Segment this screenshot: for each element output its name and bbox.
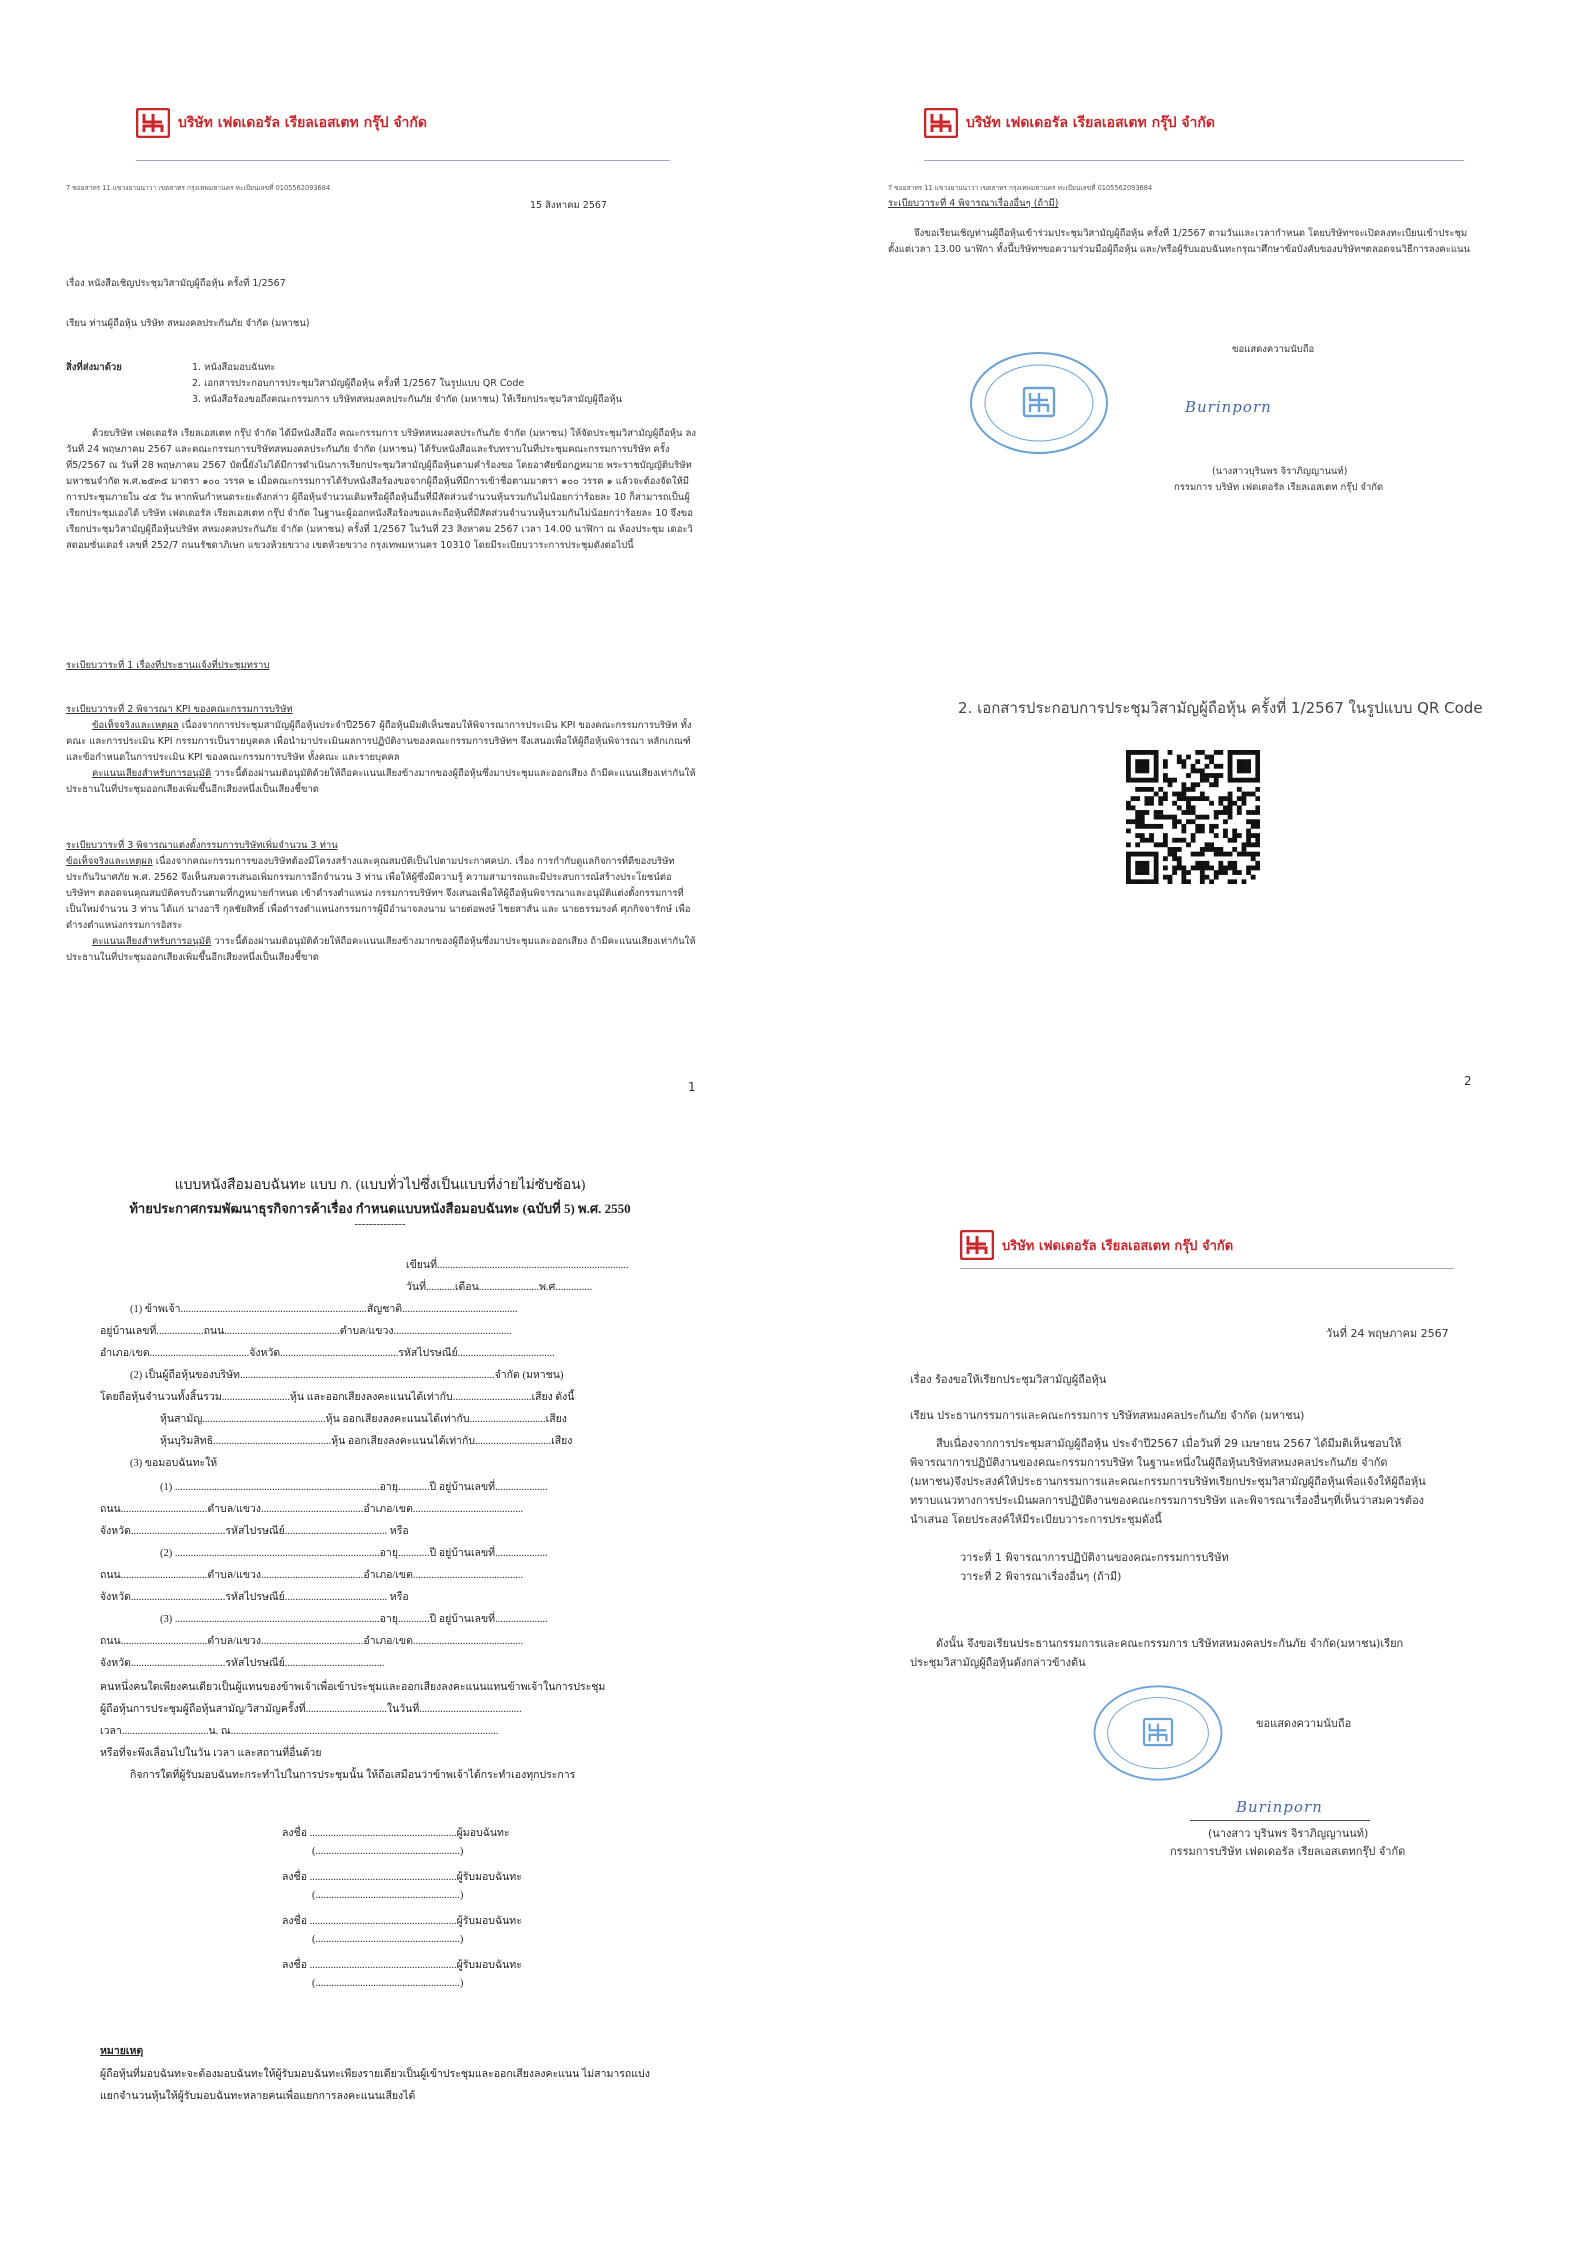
agenda-2-title: ระเบียบวาระที่ 2 พิจารณา KPI ของคณะกรรมการบริษัท (66, 704, 293, 715)
signature-name-line[interactable]: (.......................................................) (312, 1978, 464, 1989)
signature-line[interactable]: ลงชื่อ ........................................................ผู้รับมอบฉันทะ (282, 1872, 522, 1883)
agenda-2-text: เนื่องจากการประชุมสามัญผู้ถือหุ้นประจำปี2567 ผู้ถือหุ้นมีมติเห็นชอบให้พิจารณาการประเมิน KPI ของคณะกรรมการบริษัท ทั้งคณะ และการประเมิน KPI กรรมการเป็นรายบุคคล เพื่อนำมาประเมินผลการปฏิบัติงานของคณะกรรมการบริษัทฯ จึงเสนอเพื่อให้ผู้ถือหุ้นพิจารณา หลักเกณฑ์และข้อกำหนดในการประเมิน KPI ของคณะกรรมการบริษัท ทั้งคณะ และรายบุคคล (66, 720, 692, 763)
company-logo-icon (924, 108, 958, 138)
signer-title: กรรมการ บริษัท เฟดเดอรัล เรียลเอสเตท กรุ๊ป จำกัด (1174, 482, 1384, 493)
form-title: แบบหนังสือมอบฉันทะ แบบ ก. (แบบทั่วไปซึ่งเป็นแบบที่ง่ายไม่ซับซ้อน) (174, 1178, 586, 1193)
letter-intro (66, 426, 696, 554)
agenda-2-vote-text: วาระนี้ต้องผ่านมติอนุมัติด้วยให้ถือคะแนนเสียงข้างมากของผู้ถือหุ้นซึ่งมาประชุมและออกเสียง ถ้ามีคะแนนเสียงเท่ากันให้ประธานในที่ประชุมออกเสียงเพิ่มขึ้นอีกเสียงหนึ่งเป็นเสียงชี้ขาด (66, 768, 696, 795)
form-line[interactable]: ผู้ถือหุ้นการประชุมผู้ถือหุ้นสามัญ/วิสามัญครั้งที่...............................ในวันที่....................................... (100, 1704, 522, 1715)
enclosure-label: สิ่งที่ส่งมาด้วย (66, 362, 122, 373)
form-line[interactable]: จังหวัด....................................รหัสไปรษณีย์....................................... หรือ (100, 1526, 409, 1537)
agenda-3-vote-text: วาระนี้ต้องผ่านมติอนุมัติด้วยให้ถือคะแนนเสียงข้างมากของผู้ถือหุ้นซึ่งมาประชุมและออกเสียง ถ้ามีคะแนนเสียงเท่ากันให้ประธานในที่ประชุมออกเสียงเพิ่มขึ้นอีกเสียงหนึ่งเป็นเสียงชี้ขาด (66, 936, 696, 963)
letter-page-1 (60, 80, 720, 1130)
signature-line[interactable]: ลงชื่อ ........................................................ผู้มอบฉันทะ (282, 1828, 510, 1839)
form-line[interactable]: หุ้นสามัญ...............................................หุ้น ออกเสียงลงคะแนนได้เท่ากับ.............................เสียง (160, 1414, 567, 1425)
form-divider: -------------- (354, 1218, 406, 1230)
signature-rule (1190, 1820, 1370, 1821)
enclosure-list (192, 360, 712, 408)
note-text: ผู้ถือหุ้นที่มอบฉันทะจะต้องมอบฉันทะให้ผู้รับมอบฉันทะเพียงรายเดียวเป็นผู้เข้าประชุมและออกเสียงลงคะแนน ไม่สามารถแบ่งแยกจำนวนหุ้นให้ผู้รับมอบฉันทะหลายคนเพื่อแยกการลงคะแนนเสียงได้ (100, 2069, 650, 2102)
closing: ขอแสดงความนับถือ (1232, 344, 1315, 355)
letter-recipient: เรียน ประธานกรรมการและคณะกรรมการ บริษัทสหมงคลประกันภัย จำกัด (มหาชน) (910, 1409, 1305, 1422)
page-number: 1 (688, 1080, 696, 1094)
request-agenda (960, 1548, 1229, 1586)
form-line: คนหนึ่งคนใดเพียงคนเดียวเป็นผู้แทนของข้าพเจ้าเพื่อเข้าประชุมและออกเสียงลงคะแนนแทนข้าพเจ้าในการประชุม (100, 1682, 606, 1693)
signature-name-line[interactable]: (.......................................................) (312, 1934, 464, 1945)
company-logo (136, 108, 427, 138)
agenda-item: วาระที่ 2 พิจารณาเรื่องอื่นๆ (ถ้ามี) (960, 1570, 1122, 1583)
enclosure-item: 1. หนังสือมอบฉันทะ (192, 362, 276, 373)
note-title: หมายเหตุ (100, 2046, 144, 2057)
signature: Burinporn (1236, 1798, 1323, 1816)
page-number: 2 (1464, 1074, 1472, 1088)
company-address: 7 ซอยสาทร 11 แขวงยานนาวา เขตสาทร กรุงเทพมหานคร ทะเบียนเลขที่ 0105562093684 (888, 184, 1153, 192)
company-logo-icon (136, 108, 170, 138)
form-line: หรือที่จะพึงเลื่อนไปในวัน เวลา และสถานที่อื่นด้วย (100, 1748, 322, 1759)
agenda-3-text: เนื่องจากคณะกรรมการของบริษัทต้องมีโครงสร้างและคุณสมบัติเป็นไปตามประกาศคปภ. เรื่อง การกำกับดูแลกิจการที่ดีของบริษัทประกันวินาศภัย พ.ศ. 2562 จึงเห็นสมควรเสนอเพิ่มกรรมการอีกจำนวน 3 ท่าน เพื่อให้ผู้ซึ่งมีความรู้ ความสามารถและมีประสบการณ์สร้างประโยชน์ต่อบริษัทฯ ตลอดจนคุณสมบัติครบถ้วนตามที่กฎหมายกำหนด เข้าดำรงตำแหน่ง กรรมการบริษัทฯ จึงเสนอเพื่อให้ผู้ถือหุ้นพิจารณาและอนุมัติแต่งตั้งกรรมการที่เป็นใหม่จำนวน 3 ท่าน ได้แก่ นางอารี กุลชัยสิทธิ์ เพื่อดำรงตำแหน่งกรรมการผู้มีอำนาจลงนาม นายต่อพงษ์ ไชยสาส์น และ นายธรรมรงค์ ศุภกิจจารักษ์ เพื่อดำรงตำแหน่งกรรมการอิสระ (66, 856, 691, 931)
company-logo (960, 1230, 1233, 1260)
form-line[interactable]: จังหวัด....................................รหัสไปรษณีย์...................................... (100, 1658, 385, 1669)
company-logo-icon (960, 1230, 994, 1260)
signer-name: (นางสาวบุรินพร จิราภิญญานนท์) (1212, 466, 1348, 477)
form-line[interactable]: ถนน.................................ตำบล/แขวง.......................................อำเภอ/เขต.......................................... (100, 1636, 524, 1647)
invitation-paragraph (888, 226, 1488, 258)
closing: ขอแสดงความนับถือ (1256, 1717, 1352, 1730)
intro-paragraph: ด้วยบริษัท เฟดเดอรัล เรียลเอสเตท กรุ๊ป จำกัด ได้มีหนังสือถึง คณะกรรมการ บริษัทสหมงคลประกันภัย จำกัด (มหาชน) ให้จัดประชุมวิสามัญผู้ถือหุ้น ลงวันที่ 24 พฤษภาคม 2567 และคณะกรรมการบริษัทสหมงคลประกันภัย จำกัด (มหาชน) ได้รับหนังสือและรับทราบในที่ประชุมคณะกรรมการบริษัท ครั้งที่5/2567 ณ วันที่ 28 พฤษภาคม 2567 บัดนี้ยังไม่ได้มีการดำเนินการเรียกประชุมวิสามัญผู้ถือหุ้นตามคำร้องขอ โดยอาศัยข้อกฎหมาย พระราชบัญญัติบริษัทมหาชนจำกัด พ.ศ.๒๕๓๕ มาตรา ๑๐๐ วรรค ๒ เมื่อคณะกรรมการได้รับหนังสือร้องขอจากผู้ถือหุ้นที่มีการเข้าชื่อตามมาตรา ๑๐๐ วรรค ๑ แล้วจะต้องจัดให้มีการประชุมภายใน ๔๕ วัน หากพ้นกำหนดระยะดังกล่าว ผู้ถือหุ้นจำนวนเดิมหรือผู้ถือหุ้นอื่นที่มีสัดส่วนจำนวนหุ้นรวมกันไม่น้อยกว่าร้อยละ 10 ก็สามารถเป็นผู้เรียกประชุมเองได้ บริษัท เฟดเดอรัล เรียลเอสเตท กรุ๊ป จำกัด ในฐานะผู้ออกหนังสือร้องขอและถือหุ้นที่มีสัดส่วนจำนวนหุ้นรวมกันไม่น้อยกว่าร้อยละ 10 จึงขอเรียกประชุมวิสามัญผู้ถือหุ้นบริษัท สหมงคลประกันภัย จำกัด (มหาชน) ครั้งที่ 1/2567 ในวันที่ 23 สิงหาคม 2567 เวลา 14.00 นาฬิกา ณ ห้องประชุม เดอะวิสดอมซั่นเดอร์ เลขที่ 252/7 ถนนรัชดาภิเษก แขวงห้วยขวาง เขตห้วยขวาง กรุงเทพมหานคร 10310 โดยมีระเบียบวาระการประชุมดังต่อไปนี้ (66, 428, 696, 551)
form-line[interactable]: (3) ..............................................................................อายุ............ปี อยู่บ้านเลขที่.................... (160, 1614, 548, 1625)
letter-page-2 (860, 80, 1520, 1130)
company-name: บริษัท เฟดเดอรัล เรียลเอสเตท กรุ๊ป จำกัด (1002, 1238, 1234, 1254)
enclosure-item: 2. เอกสารประกอบการประชุมวิสามัญผู้ถือหุ้น ครั้งที่ 1/2567 ในรูปแบบ QR Code (192, 378, 525, 389)
letter-subject: เรื่อง ร้องขอให้เรียกประชุมวิสามัญผู้ถือหุ้น (910, 1373, 1107, 1386)
proxy-form-page (30, 1160, 730, 2220)
agenda-3 (66, 838, 696, 966)
form-line[interactable]: (1) ..............................................................................อายุ............ปี อยู่บ้านเลขที่.................... (160, 1482, 548, 1493)
qr-code-icon[interactable] (1126, 750, 1260, 884)
signature-line[interactable]: ลงชื่อ ........................................................ผู้รับมอบฉันทะ (282, 1960, 522, 1971)
agenda-3-title: ระเบียบวาระที่ 3 พิจารณาแต่งตั้งกรรมการบริษัทเพิ่มจำนวน 3 ท่าน (66, 840, 338, 851)
signature-line[interactable]: ลงชื่อ ........................................................ผู้รับมอบฉันทะ (282, 1916, 522, 1927)
agenda-3-label: ข้อเท็จจริงและเหตุผล (66, 856, 153, 867)
company-seal-icon (964, 348, 1114, 458)
company-seal-icon (1088, 1678, 1228, 1788)
agenda-3-vote-label: คะแนนเสียงสำหรับการอนุมัติ (92, 936, 212, 947)
form-line[interactable]: ถนน.................................ตำบล/แขวง.......................................อำเภอ/เขต.......................................... (100, 1570, 524, 1581)
company-address: 7 ซอยสาทร 11 แขวงยานนาวา เขตสาทร กรุงเทพมหานคร ทะเบียนเลขที่ 0105562093684 (66, 184, 331, 192)
request-body-text: สืบเนื่องจากการประชุมสามัญผู้ถือหุ้น ประจำปี2567 เมื่อวันที่ 29 เมษายน 2567 ได้มีมติเห็นชอบให้พิจารณาการปฏิบัติงานของคณะกรรมการบริษัท ในฐานะหนึ่งในผู้ถือหุ้นบริษัทสหมงคลประกันภัย จำกัด (มหาชน)จึงประสงค์ให้ประธานกรรมการและคณะกรรมการบริษัทเรียกประชุมวิสามัญผู้ถือหุ้นเพื่อแจ้งให้ผู้ถือหุ้นทราบแนวทางการประเมินผลการปฏิบัติงานของคณะกรรมการบริษัท และพิจารณาเรื่องอื่นๆที่เห็นว่าสมควรต้องนำเสนอ โดยประสงค์ให้มีระเบียบวาระการประชุมดังนี้ (910, 1437, 1426, 1526)
signature-name-line[interactable]: (.......................................................) (312, 1890, 464, 1901)
agenda-1: ระเบียบวาระที่ 1 เรื่องที่ประธานแจ้งที่ประชุมทราบ (66, 660, 270, 671)
signature-name-line[interactable]: (.......................................................) (312, 1846, 464, 1857)
form-line[interactable]: ถนน.................................ตำบล/แขวง.......................................อำเภอ/เขต.......................................... (100, 1504, 524, 1515)
form-line[interactable]: (2) ..............................................................................อายุ............ปี อยู่บ้านเลขที่.................... (160, 1548, 548, 1559)
agenda-item: วาระที่ 1 พิจารณาการปฏิบัติงานของคณะกรรมการบริษัท (960, 1551, 1229, 1564)
form-line[interactable]: (2) เป็นผู้ถือหุ้นของบริษัท.................................................................................................จำกัด (มหาชน) (130, 1370, 564, 1381)
signer-name: (นางสาว บุรินพร จิราภิญญานนท์) (1208, 1827, 1369, 1840)
header-rule (960, 1268, 1454, 1269)
letter-date: 15 สิงหาคม 2567 (530, 200, 607, 211)
agenda-2-vote-label: คะแนนเสียงสำหรับการอนุมัติ (92, 768, 212, 779)
agenda-2-label: ข้อเท็จจริงและเหตุผล (92, 720, 179, 731)
letter-date: วันที่ 24 พฤษภาคม 2567 (1326, 1327, 1449, 1340)
form-line[interactable]: โดยถือหุ้นจำนวนทั้งสิ้นรวม..........................หุ้น และออกเสียงลงคะแนนได้เท่ากับ..............................เสียง ดังนี้ (100, 1392, 575, 1403)
form-line[interactable]: เวลา.................................น. ณ...................................................................................................... (100, 1726, 499, 1737)
form-line: (3) ขอมอบฉันทะให้ (130, 1458, 218, 1469)
request-conclusion (910, 1634, 1430, 1672)
agenda-4-title: ระเบียบวาระที่ 4 พิจารณาเรื่องอื่นๆ (ถ้ามี) (888, 198, 1059, 209)
form-line: กิจการใดที่ผู้รับมอบฉันทะกระทำไปในการประชุมนั้น ให้ถือเสมือนว่าข้าพเจ้าได้กระทำเองทุกประการ (130, 1770, 576, 1781)
form-line[interactable]: วันที่...........เดือน.......................พ.ศ.............. (406, 1282, 593, 1293)
header-rule (924, 160, 1464, 161)
signature: Burinporn (1185, 398, 1272, 416)
company-name: บริษัท เฟดเดอรัล เรียลเอสเตท กรุ๊ป จำกัด (178, 115, 427, 131)
form-line[interactable]: อยู่บ้านเลขที่..................ถนน............................................ตำบล/แขวง............................................. (100, 1326, 512, 1337)
signer-title: กรรมการบริษัท เฟดเดอรัล เรียลเอสเตทกรุ๊ป จำกัด (1170, 1845, 1406, 1858)
form-line[interactable]: จังหวัด....................................รหัสไปรษณีย์....................................... หรือ (100, 1592, 409, 1603)
letter-subject (66, 276, 286, 292)
enclosure-item: 3. หนังสือร้องขอถึงคณะกรรมการ บริษัทสหมงคลประกันภัย จำกัด (มหาชน) ให้เรียกประชุมวิสามัญผู้ถือหุ้น (192, 394, 623, 405)
company-name: บริษัท เฟดเดอรัล เรียลเอสเตท กรุ๊ป จำกัด (966, 115, 1215, 131)
invitation-text: จึงขอเรียนเชิญท่านผู้ถือหุ้นเข้าร่วมประชุมวิสามัญผู้ถือหุ้น ครั้งที่ 1/2567 ตามวันและเวลากำหนด โดยบริษัทฯจะเปิดลงทะเบียนเข้าประชุมตั้งแต่เวลา 13.00 นาฬิกา ทั้งนี้บริษัทฯขอความร่วมมือผู้ถือหุ้น และ/หรือผู้รับมอบฉันทะกรุณาศึกษาข้อบังคับของบริษัทฯตลอดจนวิธีการลงคะแนน (888, 228, 1470, 255)
form-line[interactable]: (1) ข้าพเจ้า.......................................................................สัญชาติ............................................ (130, 1304, 518, 1315)
company-logo (924, 108, 1215, 138)
letter-recipient: เรียน ท่านผู้ถือหุ้น บริษัท สหมงคลประกันภัย จำกัด (มหาชน) (66, 318, 310, 329)
header-rule (136, 160, 670, 161)
conclusion-text: ดังนั้น จึงขอเรียนประธานกรรมการและคณะกรรมการ บริษัทสหมงคลประกันภัย จำกัด(มหาชน)เรียกประชุมวิสามัญผู้ถือหุ้นดังกล่าวข้างต้น (910, 1637, 1404, 1669)
request-letter-page (860, 1230, 1500, 1990)
subject-text: เรื่อง หนังสือเชิญประชุมวิสามัญผู้ถือหุ้น ครั้งที่ 1/2567 (66, 278, 286, 289)
form-line[interactable]: อำเภอ/เขต......................................จังหวัด.............................................รหัสไปรษณีย์..................................... (100, 1348, 555, 1359)
request-body (910, 1434, 1430, 1529)
form-subtitle: ท้ายประกาศกรมพัฒนาธุรกิจการค้าเรื่อง กำหนดแบบหนังสือมอบฉันทะ (ฉบับที่ 5) พ.ศ. 2550 (129, 1201, 631, 1216)
agenda-2 (66, 702, 696, 798)
form-line[interactable]: เขียนที่......................................................................... (406, 1260, 629, 1271)
form-line[interactable]: หุ้นบุริมสิทธิ.............................................หุ้น ออกเสียงลงคะแนนได้เท่ากับ.............................เสียง (160, 1436, 573, 1447)
qr-title: 2. เอกสารประกอบการประชุมวิสามัญผู้ถือหุ้น ครั้งที่ 1/2567 ในรูปแบบ QR Code (958, 699, 1483, 717)
